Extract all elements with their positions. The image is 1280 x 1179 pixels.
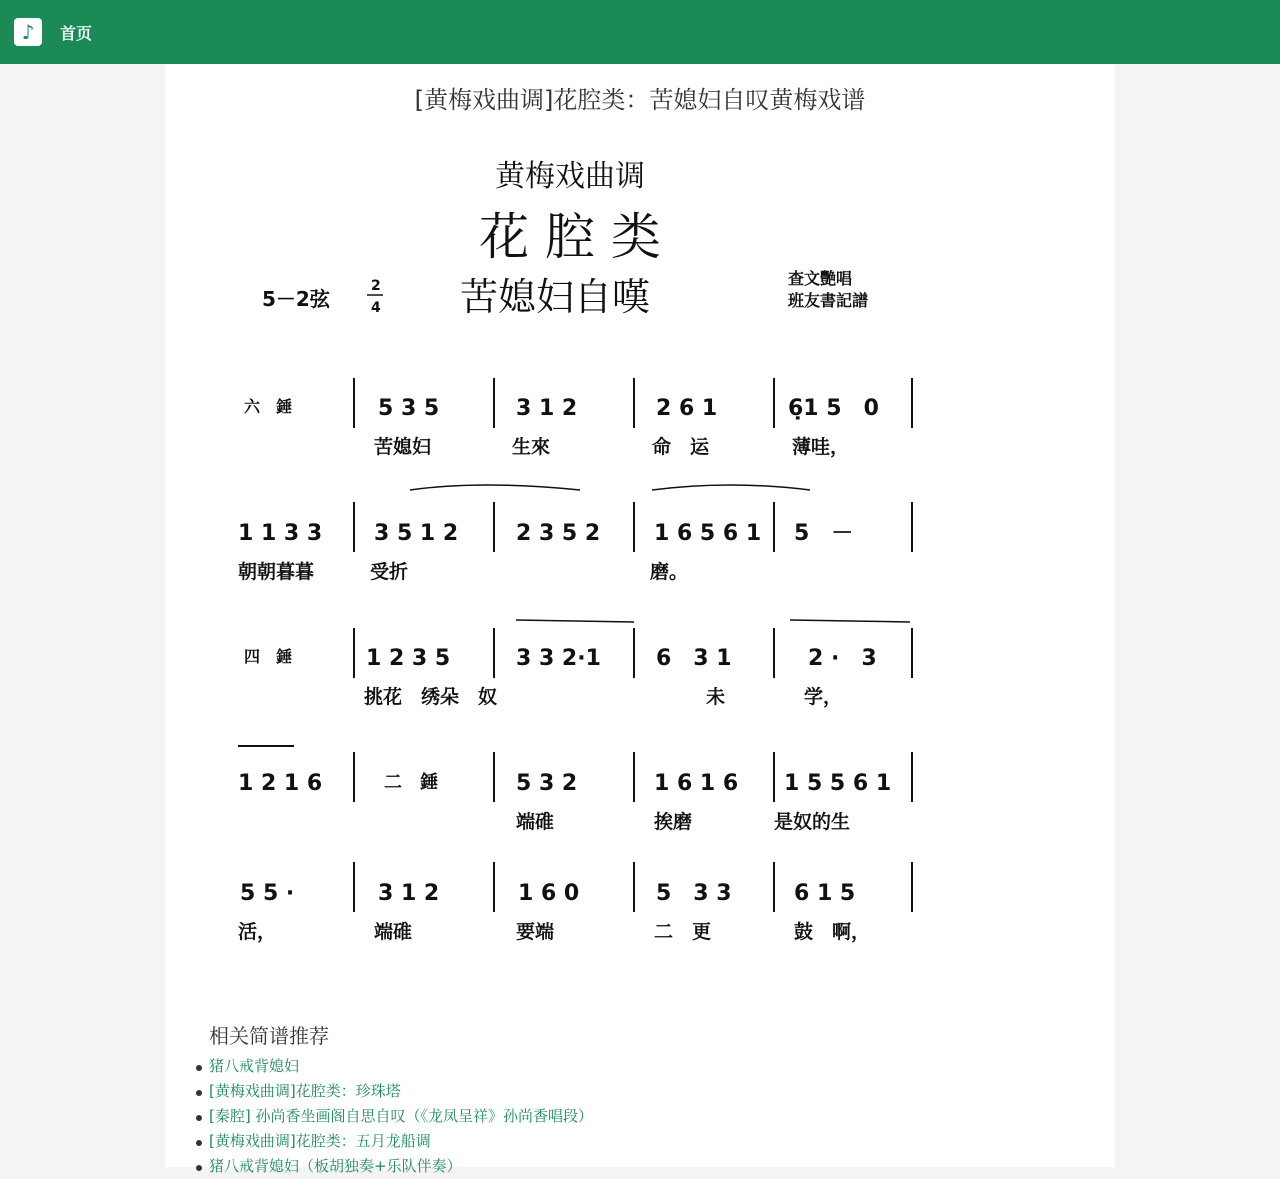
related-link[interactable]: [黄梅戏曲调]花腔类：珍珠塔 xyxy=(209,1082,401,1100)
score-credit-notator: 班友書記譜 xyxy=(788,291,869,310)
lyric: 要端 xyxy=(516,921,555,943)
score-row-1 xyxy=(244,378,912,458)
measure: 2 6 1 xyxy=(656,396,718,421)
score-key: 5－2弦 xyxy=(262,287,330,311)
measure: 1 6 0 xyxy=(518,881,580,906)
related-list xyxy=(195,1054,593,1179)
lyric: 命 运 xyxy=(652,436,710,458)
measure: 5 3 2 xyxy=(516,771,578,796)
measure: 5 3 3 xyxy=(656,881,732,906)
lyric: 磨。 xyxy=(650,561,689,583)
home-link[interactable]: 首页 xyxy=(60,24,93,43)
score-category: 花 腔 类 xyxy=(479,208,661,266)
score-credit-singer: 查文艷唱 xyxy=(788,269,853,288)
related-title: 相关简谱推荐 xyxy=(209,1024,329,1048)
measure: 6 3 1 xyxy=(656,646,732,671)
measure: 1 6 1 6 xyxy=(654,771,739,796)
measure: 6̣1 5 0 xyxy=(788,396,879,421)
lyric: 活， xyxy=(238,921,277,943)
list-item xyxy=(195,1129,593,1154)
measure: 6 1 5 xyxy=(794,881,856,906)
lyric: 是奴的生 xyxy=(774,811,851,833)
related-link[interactable]: 猪八戒背媳妇（板胡独奏+乐队伴奏） xyxy=(209,1157,462,1175)
measure: 5 － xyxy=(794,521,854,546)
lyric: 挨磨 xyxy=(654,811,693,833)
measure: 1 6 5 6 1 xyxy=(654,521,762,546)
lyric: 薄哇， xyxy=(792,436,850,458)
measure: 二 錘 xyxy=(384,772,438,793)
measure: 5 3 5 xyxy=(378,396,440,421)
music-note-icon[interactable]: ♪ xyxy=(14,18,42,46)
related-link[interactable]: 猪八戒背媳妇 xyxy=(209,1057,300,1075)
sheet-music-svg xyxy=(230,150,920,1000)
lyric: 二 更 xyxy=(654,921,712,943)
lyric: 受折 xyxy=(370,561,409,583)
lyric: 挑花 绣朵 奴 xyxy=(364,686,498,708)
lyric: 端碓 xyxy=(374,921,413,943)
row-label: 1 2 1 6 xyxy=(238,771,323,796)
score-row-3 xyxy=(244,620,912,708)
lyric: 朝朝暮暮 xyxy=(238,561,315,583)
score-row-5 xyxy=(238,862,912,943)
measure: 2 · 3 xyxy=(808,646,877,671)
row-label: 5 5 · xyxy=(240,881,295,906)
measure: 1 2 3 5 xyxy=(366,646,451,671)
lyric: 未 xyxy=(706,686,726,708)
sheet-music-image xyxy=(230,150,920,1000)
lyric: 生來 xyxy=(512,436,551,458)
score-row-2 xyxy=(238,485,912,583)
row-label: 六 錘 xyxy=(244,397,293,416)
list-item xyxy=(195,1104,593,1129)
lyric: 学， xyxy=(804,686,843,708)
list-item xyxy=(195,1079,593,1104)
top-navbar xyxy=(0,0,1280,64)
lyric: 鼓 啊， xyxy=(794,921,871,943)
score-row-4 xyxy=(238,746,912,833)
row-label: 四 錘 xyxy=(244,647,293,666)
measure: 1 5 5 6 1 xyxy=(784,771,892,796)
measure: 3 5 1 2 xyxy=(374,521,459,546)
measure: 3 1 2 xyxy=(516,396,578,421)
score-heading: 黄梅戏曲调 xyxy=(495,159,645,194)
measure: 3 1 2 xyxy=(378,881,440,906)
related-link[interactable]: [黄梅戏曲调]花腔类：五月龙船调 xyxy=(209,1132,431,1150)
score-song-title: 苦媳妇自嘆 xyxy=(459,275,651,319)
measure: 3 3 2·1 xyxy=(516,646,601,671)
lyric: 端碓 xyxy=(516,811,555,833)
related-link[interactable]: [秦腔] 孙尚香坐画阁自思自叹（《龙凤呈祥》孙尚香唱段） xyxy=(209,1107,593,1125)
page-title: [黄梅戏曲调]花腔类：苦媳妇自叹黄梅戏谱 xyxy=(414,86,866,114)
lyric: 苦媳妇 xyxy=(374,436,432,458)
list-item xyxy=(195,1054,593,1079)
score-time-top: 2 xyxy=(371,278,381,294)
measure: 2 3 5 2 xyxy=(516,521,601,546)
main-content xyxy=(165,64,1115,1175)
row-label: 1 1 3 3 xyxy=(238,521,323,546)
score-time-bottom: 4 xyxy=(371,300,381,316)
